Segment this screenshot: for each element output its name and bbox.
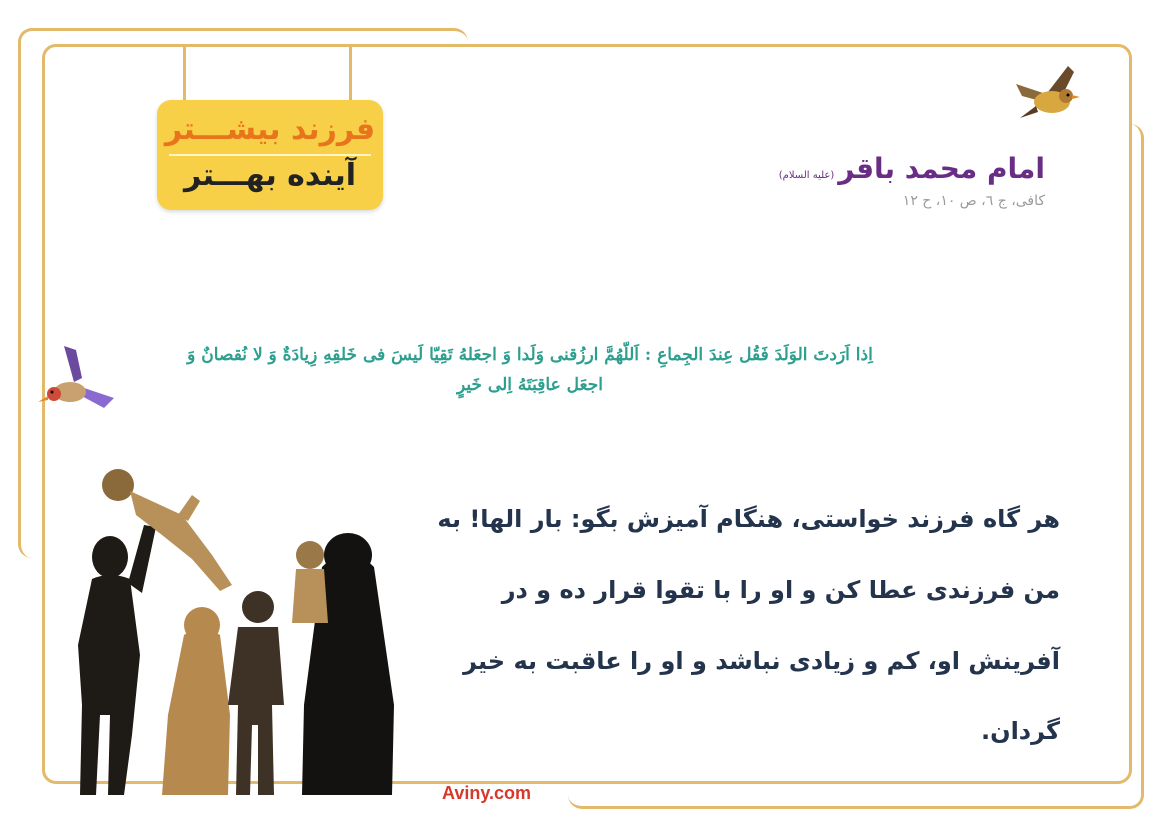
- family-silhouette-illustration: [52, 455, 402, 800]
- sign-title-line2: آینده بهـــتر: [183, 158, 357, 193]
- hadith-arabic-line1: اِذا اَرَدتَ الوَلَدَ فَقُل عِندَ الجِماعِ : اَللّهُمَّ ارزُقنى وَلَدا وَ اجعَلهُ تَقِيّا لَيسَ فى خَلقِهِ زِيادَةٌ وَ لا نُقصانٌ وَ: [187, 345, 873, 365]
- hadith-arabic-text: [150, 340, 910, 400]
- bird-illustration-top: [1008, 62, 1092, 124]
- sign-divider: [169, 154, 371, 156]
- sign-rope-left: [183, 44, 186, 106]
- speaker-name: امام محمد باقر: [838, 152, 1045, 185]
- title-sign: [157, 100, 383, 210]
- sign-title-line1: فرزند بیشـــتر: [164, 112, 376, 147]
- bird-illustration-left: [34, 342, 120, 420]
- hadith-translation: هر گاه فرزند خواستی، هنگام آمیزش بگو: بار الها! به من فرزندی عطا کن و او را با تقوا قرار ده و در آفرینش او، کم و زیادی نباشد و او را عاقبت به خیر گردان.: [437, 505, 1060, 746]
- speaker-honorific: (علیه السلام): [778, 170, 835, 181]
- source-reference: کافی، ج ٦، ص ١٠، ح ١٢: [902, 193, 1045, 209]
- hadith-speaker: [779, 152, 1045, 209]
- hadith-arabic-line2: اجعَل عاقِبَتَهُ اِلى خَيرٍ: [457, 375, 603, 395]
- aviny-logo: Aviny.com: [442, 783, 532, 803]
- sign-rope-right: [349, 44, 352, 106]
